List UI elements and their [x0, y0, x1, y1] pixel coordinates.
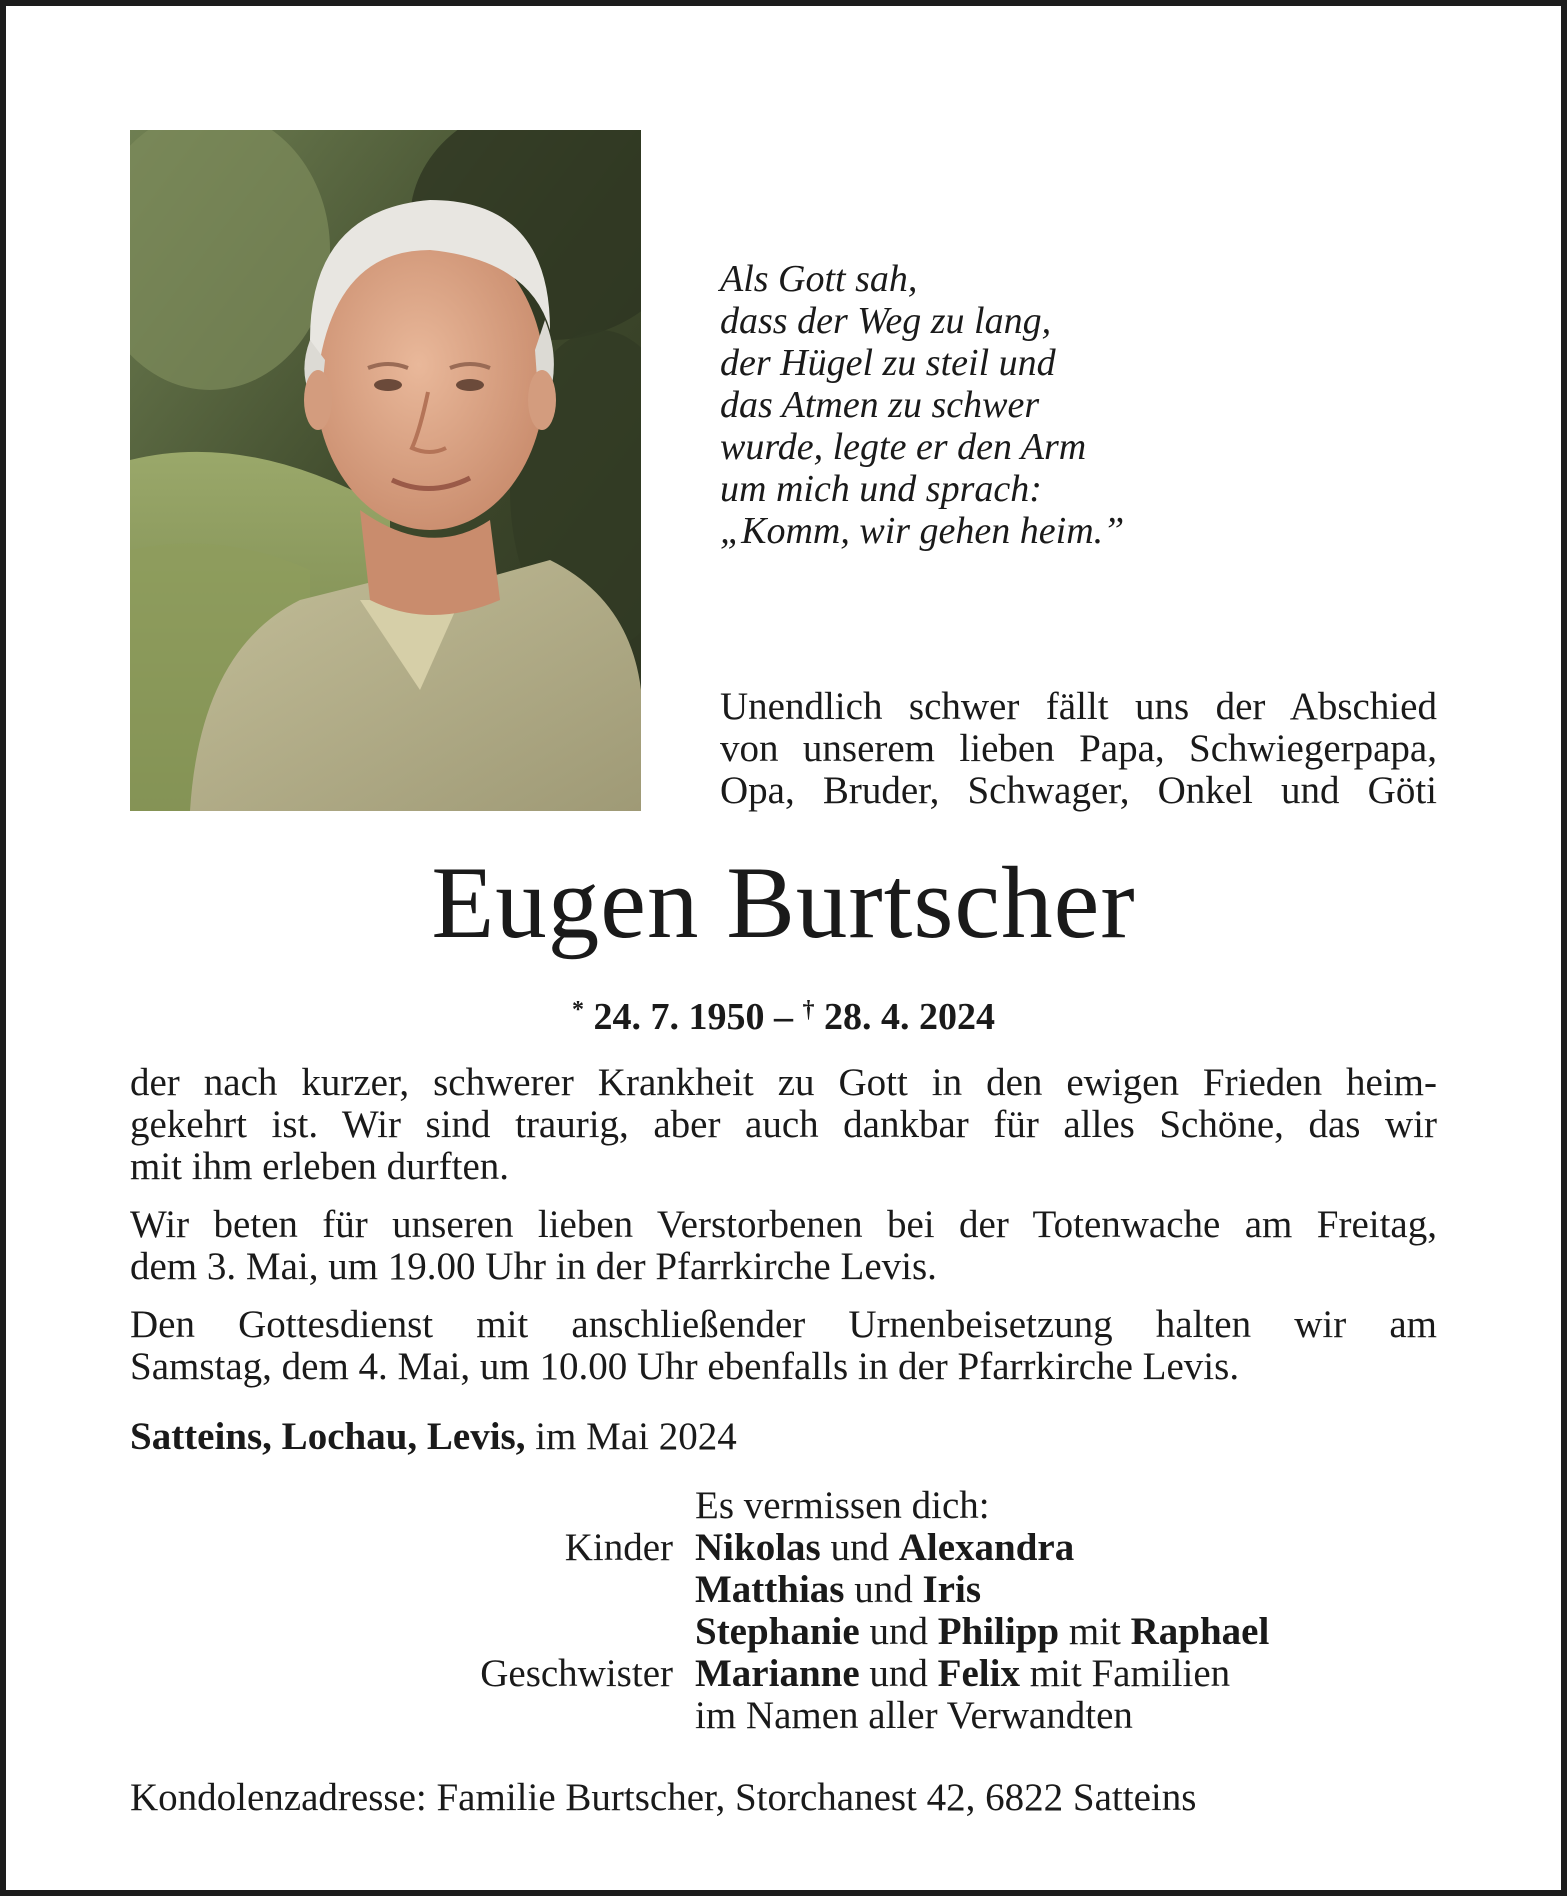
connector: und — [869, 1652, 928, 1695]
intro-line: Opa, Bruder, Schwager, Onkel und Göti — [720, 769, 1437, 812]
paragraph-service — [130, 1304, 1437, 1388]
body-line: der nach kurzer, schwerer Krankheit zu Gott in den ewigen Frieden heim- — [130, 1061, 1437, 1104]
poem-line: dass der Weg zu lang, — [720, 300, 1052, 342]
life-dates — [0, 988, 1567, 1039]
connector: und — [869, 1610, 928, 1653]
intro-text — [720, 686, 1437, 812]
condolence-address: Kondolenzadresse: Familie Burtscher, Storchanest 42, 6822 Satteins — [130, 1776, 1197, 1819]
poem-line: „Komm, wir gehen heim.” — [720, 510, 1125, 552]
connector: und — [854, 1568, 913, 1611]
intro-line: von unserem lieben Papa, Schwiegerpapa, — [720, 727, 1437, 770]
poem-line: wurde, legte er den Arm — [720, 426, 1087, 468]
place-date-line — [130, 1416, 1430, 1458]
places: Satteins, Lochau, Levis, — [130, 1415, 526, 1458]
mourners-row — [330, 1611, 1430, 1653]
label-siblings: Geschwister — [480, 1652, 673, 1695]
birth-date: 24. 7. 1950 — [593, 996, 765, 1038]
mourner-name: Felix — [937, 1652, 1020, 1695]
body-line: gekehrt ist. Wir sind traurig, aber auch dankbar für alles Schöne, das wir — [130, 1103, 1437, 1146]
mourners-closing: im Namen aller Verwandten — [695, 1694, 1133, 1737]
poem-line: der Hügel zu steil und — [720, 342, 1056, 384]
body-line: Samstag, dem 4. Mai, um 10.00 Uhr ebenfalls in der Pfarrkirche Levis. — [130, 1345, 1240, 1388]
notice-date: im Mai 2024 — [535, 1415, 737, 1458]
mourner-name: Raphael — [1130, 1610, 1270, 1653]
body-line: dem 3. Mai, um 19.00 Uhr in der Pfarrkirche Levis. — [130, 1245, 937, 1288]
mourner-name: Marianne — [695, 1652, 860, 1695]
poem-line: um mich und sprach: — [720, 468, 1042, 510]
connector: mit Familien — [1029, 1652, 1231, 1695]
date-separator: – — [774, 996, 793, 1038]
mourner-name: Alexandra — [898, 1526, 1075, 1569]
paragraph-wake — [130, 1204, 1437, 1288]
mourners-row — [330, 1653, 1430, 1695]
paragraph-passing — [130, 1062, 1437, 1188]
death-date: 28. 4. 2024 — [824, 996, 995, 1038]
notice-body — [130, 1062, 1437, 1404]
mourners-heading: Es vermissen dich: — [695, 1484, 990, 1527]
mourners-row — [330, 1527, 1430, 1569]
birth-symbol: * — [572, 997, 584, 1023]
portrait-photo — [130, 130, 641, 811]
body-line: Den Gottesdienst mit anschließender Urnenbeisetzung halten wir am — [130, 1303, 1437, 1346]
death-symbol: † — [802, 997, 815, 1023]
mourners-row — [330, 1569, 1430, 1611]
portrait-illustration — [130, 130, 641, 811]
poem-line: Als Gott sah, — [720, 258, 918, 300]
label-children: Kinder — [564, 1526, 673, 1569]
connector: und — [830, 1526, 889, 1569]
mourner-name: Nikolas — [695, 1526, 821, 1569]
mourner-name: Matthias — [695, 1568, 845, 1611]
deceased-name: Eugen Burtscher — [431, 846, 1136, 960]
body-line: Wir beten für unseren lieben Verstorbenen bei der Totenwache am Freitag, — [130, 1203, 1437, 1246]
mourner-name: Philipp — [937, 1610, 1060, 1653]
mourners-closing-row — [330, 1695, 1430, 1737]
mourners-heading-row — [330, 1485, 1430, 1527]
body-line: mit ihm erleben durften. — [130, 1145, 510, 1188]
mourners-list — [330, 1485, 1430, 1737]
poem-line: das Atmen zu schwer — [720, 384, 1040, 426]
mourner-name: Iris — [922, 1568, 981, 1611]
mourner-name: Stephanie — [695, 1610, 860, 1653]
intro-line: Unendlich schwer fällt uns der Abschied — [720, 685, 1437, 728]
poem — [720, 258, 1440, 552]
connector: mit — [1068, 1610, 1121, 1653]
